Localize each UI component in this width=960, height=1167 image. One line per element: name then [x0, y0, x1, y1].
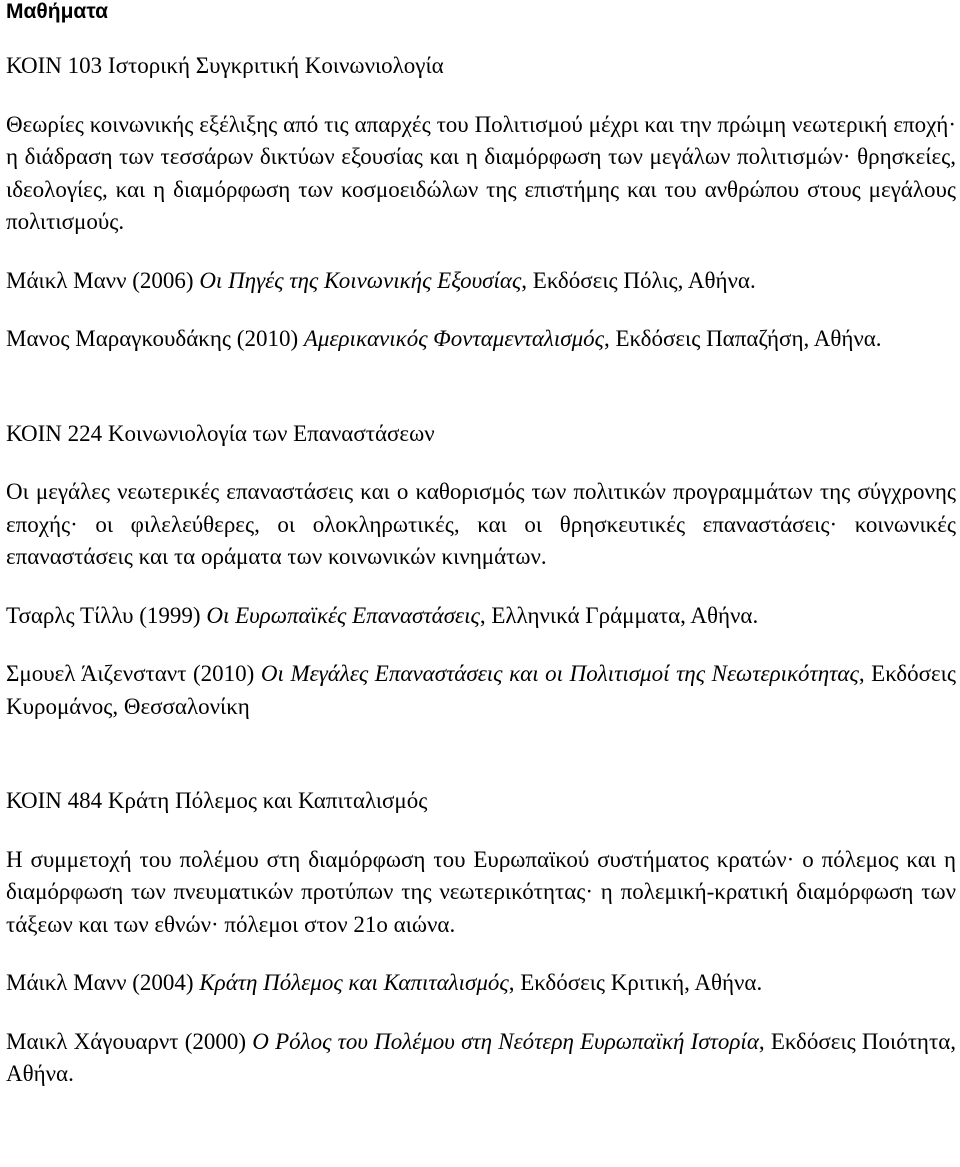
reference-publisher: , Ελληνικά Γράμματα, Αθήνα. [479, 602, 759, 628]
course-title: ΚΟΙΝ 484 Κράτη Πόλεμος και Καπιταλισμός [6, 788, 428, 813]
reference-author: Μάικλ Μανν (2006) [6, 267, 200, 293]
course-title: ΚΟΙΝ 103 Ιστορική Συγκριτική Κοινωνιολογία [6, 53, 444, 78]
reference-entry [6, 600, 956, 633]
reference-entry [6, 658, 956, 723]
reference-title: Αμερικανικός Φονταμενταλισμός [303, 326, 604, 351]
course-description: Θεωρίες κοινωνικής εξέλιξης από τις απαρχές του Πολιτισμού μέχρι και την πρώιμη νεωτερική εποχή· η διάδραση των τεσσάρων δικτύων εξουσίας και η διαμόρφωση των μεγάλων πολιτισμών· θρησκείες, ιδεολογίες, και η διαμόρφωση των κοσμοειδώλων της επιστήμης και του ανθρώπου στους μεγάλους πολιτισμούς. [6, 111, 956, 234]
reference-publisher: , Εκδόσεις Ποιότητα, Αθήνα. [6, 1028, 957, 1086]
reference-publisher: , Εκδόσεις Παπαζήση, Αθήνα. [604, 326, 882, 351]
reference-entry [6, 1026, 956, 1091]
course-title: ΚΟΙΝ 224 Κοινωνιολογία των Επαναστάσεων [6, 420, 435, 446]
reference-publisher: , Εκδόσεις Κριτική, Αθήνα. [508, 970, 763, 995]
reference-title: Οι Μεγάλες Επαναστάσεις και οι Πολιτισμοί της Νεωτερικότητας [260, 661, 859, 686]
course-description: Οι μεγάλες νεωτερικές επαναστάσεις και ο καθορισμός των πολιτικών προγραμμάτων της σύγχρονης εποχής· οι φιλελεύθερες, οι ολοκληρωτικές, και οι θρησκευτικές επαναστάσεις· κοινωνικές επαναστάσεις και τα οράματα των κοινωνικών κινημάτων. [6, 479, 956, 569]
reference-author: Μαικλ Χάγουαρντ (2000) [6, 1028, 253, 1054]
document-page [6, 0, 956, 1091]
reference-author: Τσαρλς Τίλλυ (1999) [6, 602, 207, 628]
reference-title: Οι Πηγές της Κοινωνικής Εξουσίας [199, 267, 522, 293]
reference-author: Μάικλ Μανν (2004) [6, 970, 200, 995]
reference-entry [6, 265, 956, 298]
reference-title: Κράτη Πόλεμος και Καπιταλισμός [199, 970, 509, 995]
reference-author: Σμουελ Άιζενσταντ (2010) [6, 661, 261, 686]
course-section [6, 418, 956, 724]
course-description: Η συμμετοχή του πολέμου στη διαμόρφωση του Ευρωπαϊκού συστήματος κρατών· ο πόλεμος και η διαμόρφωση των πνευματικών προτύπων της νεωτερικότητας· η πολεμική-κρατική διαμόρφωση των τάξεων και των εθνών· πόλεμοι στον 21ο αιώνα. [6, 846, 956, 937]
course-section [6, 50, 956, 356]
page-heading: Μαθήματα [6, 0, 109, 23]
reference-publisher: , Εκδόσεις Πόλις, Αθήνα. [521, 267, 756, 293]
reference-title: Οι Ευρωπαϊκές Επαναστάσεις [206, 602, 480, 628]
reference-publisher: , Εκδόσεις Κυρομάνος, Θεσσαλονίκη [6, 661, 956, 719]
course-section [6, 785, 956, 1091]
reference-title: Ο Ρόλος του Πολέμου στη Νεότερη Ευρωπαϊκή Ιστορία [252, 1028, 759, 1054]
reference-entry [6, 323, 956, 356]
reference-entry [6, 967, 956, 1000]
reference-author: Μανος Μαραγκουδάκης (2010) [6, 326, 304, 351]
